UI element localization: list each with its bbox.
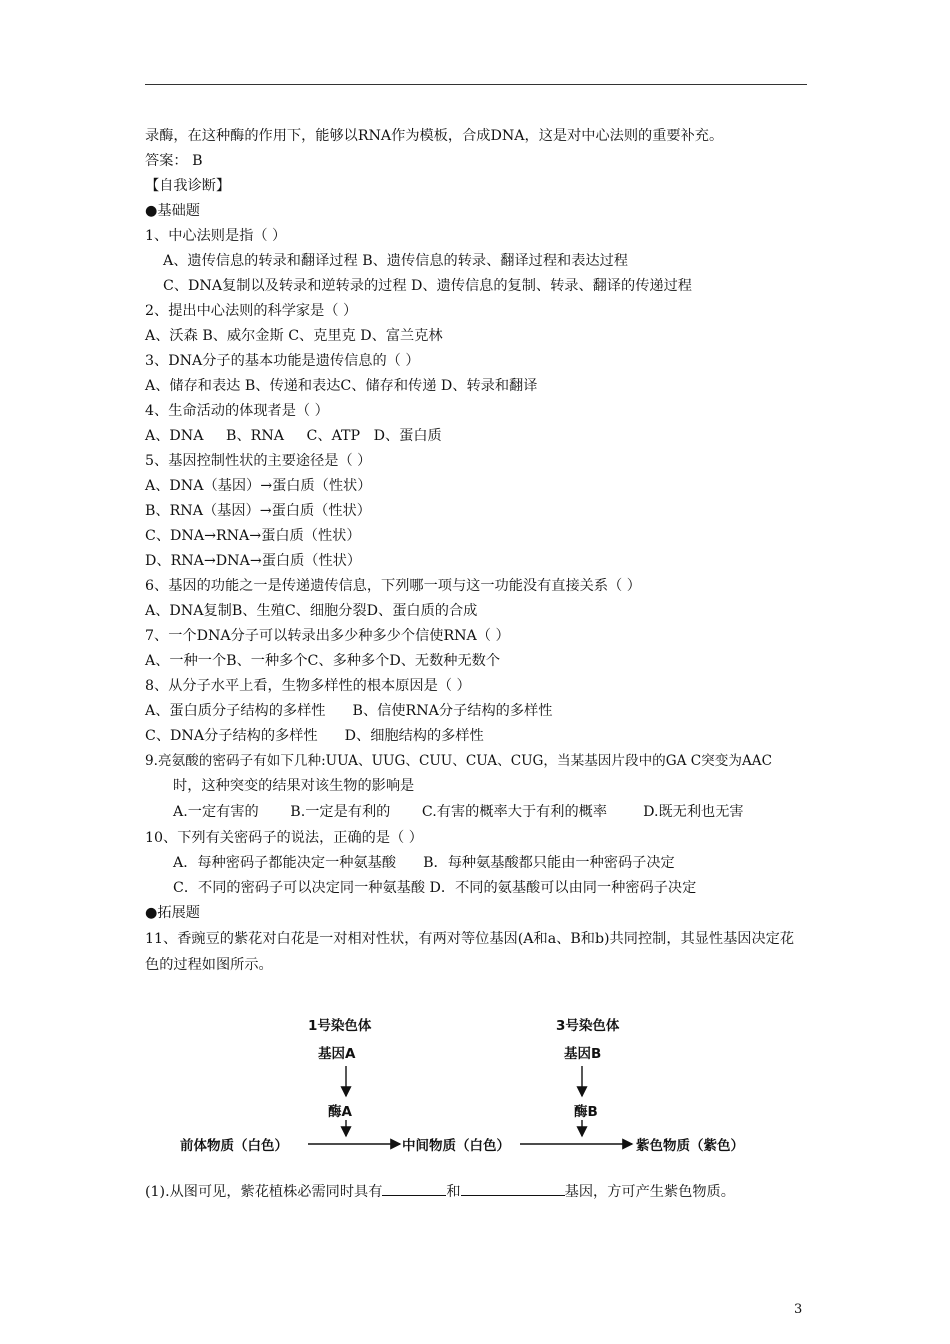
question-9: 9.亮氨酸的密码子有如下几种:UUA、UUG、CUU、CUA、CUG，当某基因片段中的GA C突变为AAC: [145, 753, 772, 769]
question-8-options-ab: A、蛋白质分子结构的多样性 B、信使RNA分子结构的多样性: [145, 703, 553, 719]
question-9-options: A.一定有害的 B.一定是有利的 C.有害的概率大于有利的概率 D.既无利也无害: [173, 804, 744, 820]
question-7: 7、一个DNA分子可以转录出多少种多少个信使RNA（ ）: [145, 628, 510, 644]
page-number: 3: [794, 1302, 803, 1317]
section-heading: 【自我诊断】: [145, 178, 231, 194]
q11-part1-text-post: 基因，方可产生紫色物质。: [564, 1184, 735, 1200]
answer-line: 答案： B: [145, 153, 203, 169]
answer-blank-2[interactable]: [461, 1181, 565, 1196]
question-8-options-cd: C、DNA分子结构的多样性 D、细胞结构的多样性: [145, 728, 484, 744]
label-precursor: 前体物质（白色）: [180, 1138, 288, 1154]
question-7-options: A、一种一个B、一种多个C、多种多个D、无数种无数个: [145, 653, 501, 669]
question-9-cont: 时，这种突变的结果对该生物的影响是: [173, 778, 415, 794]
q11-part1-text-pre: (1).从图可见，紫花植株必需同时具有: [145, 1184, 383, 1200]
question-6: 6、基因的功能之一是传递遗传信息，下列哪一项与这一功能没有直接关系（ ）: [145, 578, 641, 594]
question-3-options: A、储存和表达 B、传递和表达C、储存和传递 D、转录和翻译: [145, 378, 538, 394]
question-5: 5、基因控制性状的主要途径是（ ）: [145, 453, 372, 469]
question-5-option-d: D、RNA→DNA→蛋白质（性状）: [145, 553, 362, 569]
label-chromosome-1: 1号染色体: [308, 1018, 372, 1034]
label-chromosome-3: 3号染色体: [556, 1018, 620, 1034]
question-4: 4、生命活动的体现者是（ ）: [145, 403, 329, 419]
subsection-extended: ●拓展题: [145, 905, 200, 921]
subsection-basic: ●基础题: [145, 203, 200, 219]
question-5-option-c: C、DNA→RNA→蛋白质（性状）: [145, 528, 361, 544]
question-1-options-ab: A、遗传信息的转录和翻译过程 B、遗传信息的转录、翻译过程和表达过程: [163, 253, 628, 269]
text-line: 录酶，在这种酶的作用下，能够以RNA作为模板，合成DNA，这是对中心法则的重要补充。: [145, 128, 724, 144]
question-2: 2、提出中心法则的科学家是（ ）: [145, 303, 358, 319]
label-gene-b: 基因B: [564, 1046, 602, 1062]
question-1-options-cd: C、DNA复制以及转录和逆转录的过程 D、遗传信息的复制、转录、翻译的传递过程: [163, 278, 692, 294]
question-10-options-ab: A．每种密码子都能决定一种氨基酸 B．每种氨基酸都只能由一种密码子决定: [173, 855, 675, 871]
label-enzyme-b: 酶B: [574, 1104, 598, 1120]
question-11: 11、香豌豆的紫花对白花是一对相对性状，有两对等位基因(A和a、B和b)共同控制，其显性基因决定花色的过程如图所示。: [145, 931, 795, 973]
answer-blank-1[interactable]: [382, 1181, 446, 1196]
question-2-options: A、沃森 B、威尔金斯 C、克里克 D、富兰克林: [145, 328, 443, 344]
label-purple-substance: 紫色物质（紫色）: [636, 1138, 744, 1154]
question-5-option-a: A、DNA（基因）→蛋白质（性状）: [145, 478, 372, 494]
question-6-options: A、DNA复制B、生殖C、细胞分裂D、蛋白质的合成: [145, 603, 478, 619]
question-5-option-b: B、RNA（基因）→蛋白质（性状）: [145, 503, 371, 519]
flower-color-pathway-diagram: [180, 1010, 780, 1170]
label-gene-a: 基因A: [318, 1046, 356, 1062]
question-10-options-cd: C．不同的密码子可以决定同一种氨基酸 D．不同的氨基酸可以由同一种密码子决定: [173, 880, 697, 896]
label-enzyme-a: 酶A: [328, 1104, 352, 1120]
question-3: 3、DNA分子的基本功能是遗传信息的（ ）: [145, 353, 420, 369]
q11-part1-text-mid: 和: [446, 1184, 461, 1200]
header-rule: [145, 84, 807, 85]
question-8: 8、从分子水平上看，生物多样性的根本原因是（ ）: [145, 678, 471, 694]
label-intermediate: 中间物质（白色）: [402, 1138, 510, 1154]
question-11-part-1: [145, 1180, 735, 1205]
question-10: 10、下列有关密码子的说法，正确的是（ ）: [145, 830, 423, 846]
question-4-options: A、DNA B、RNA C、ATP D、蛋白质: [145, 428, 442, 444]
question-1: 1、中心法则是指（ ）: [145, 228, 287, 244]
document-body: [145, 124, 815, 978]
